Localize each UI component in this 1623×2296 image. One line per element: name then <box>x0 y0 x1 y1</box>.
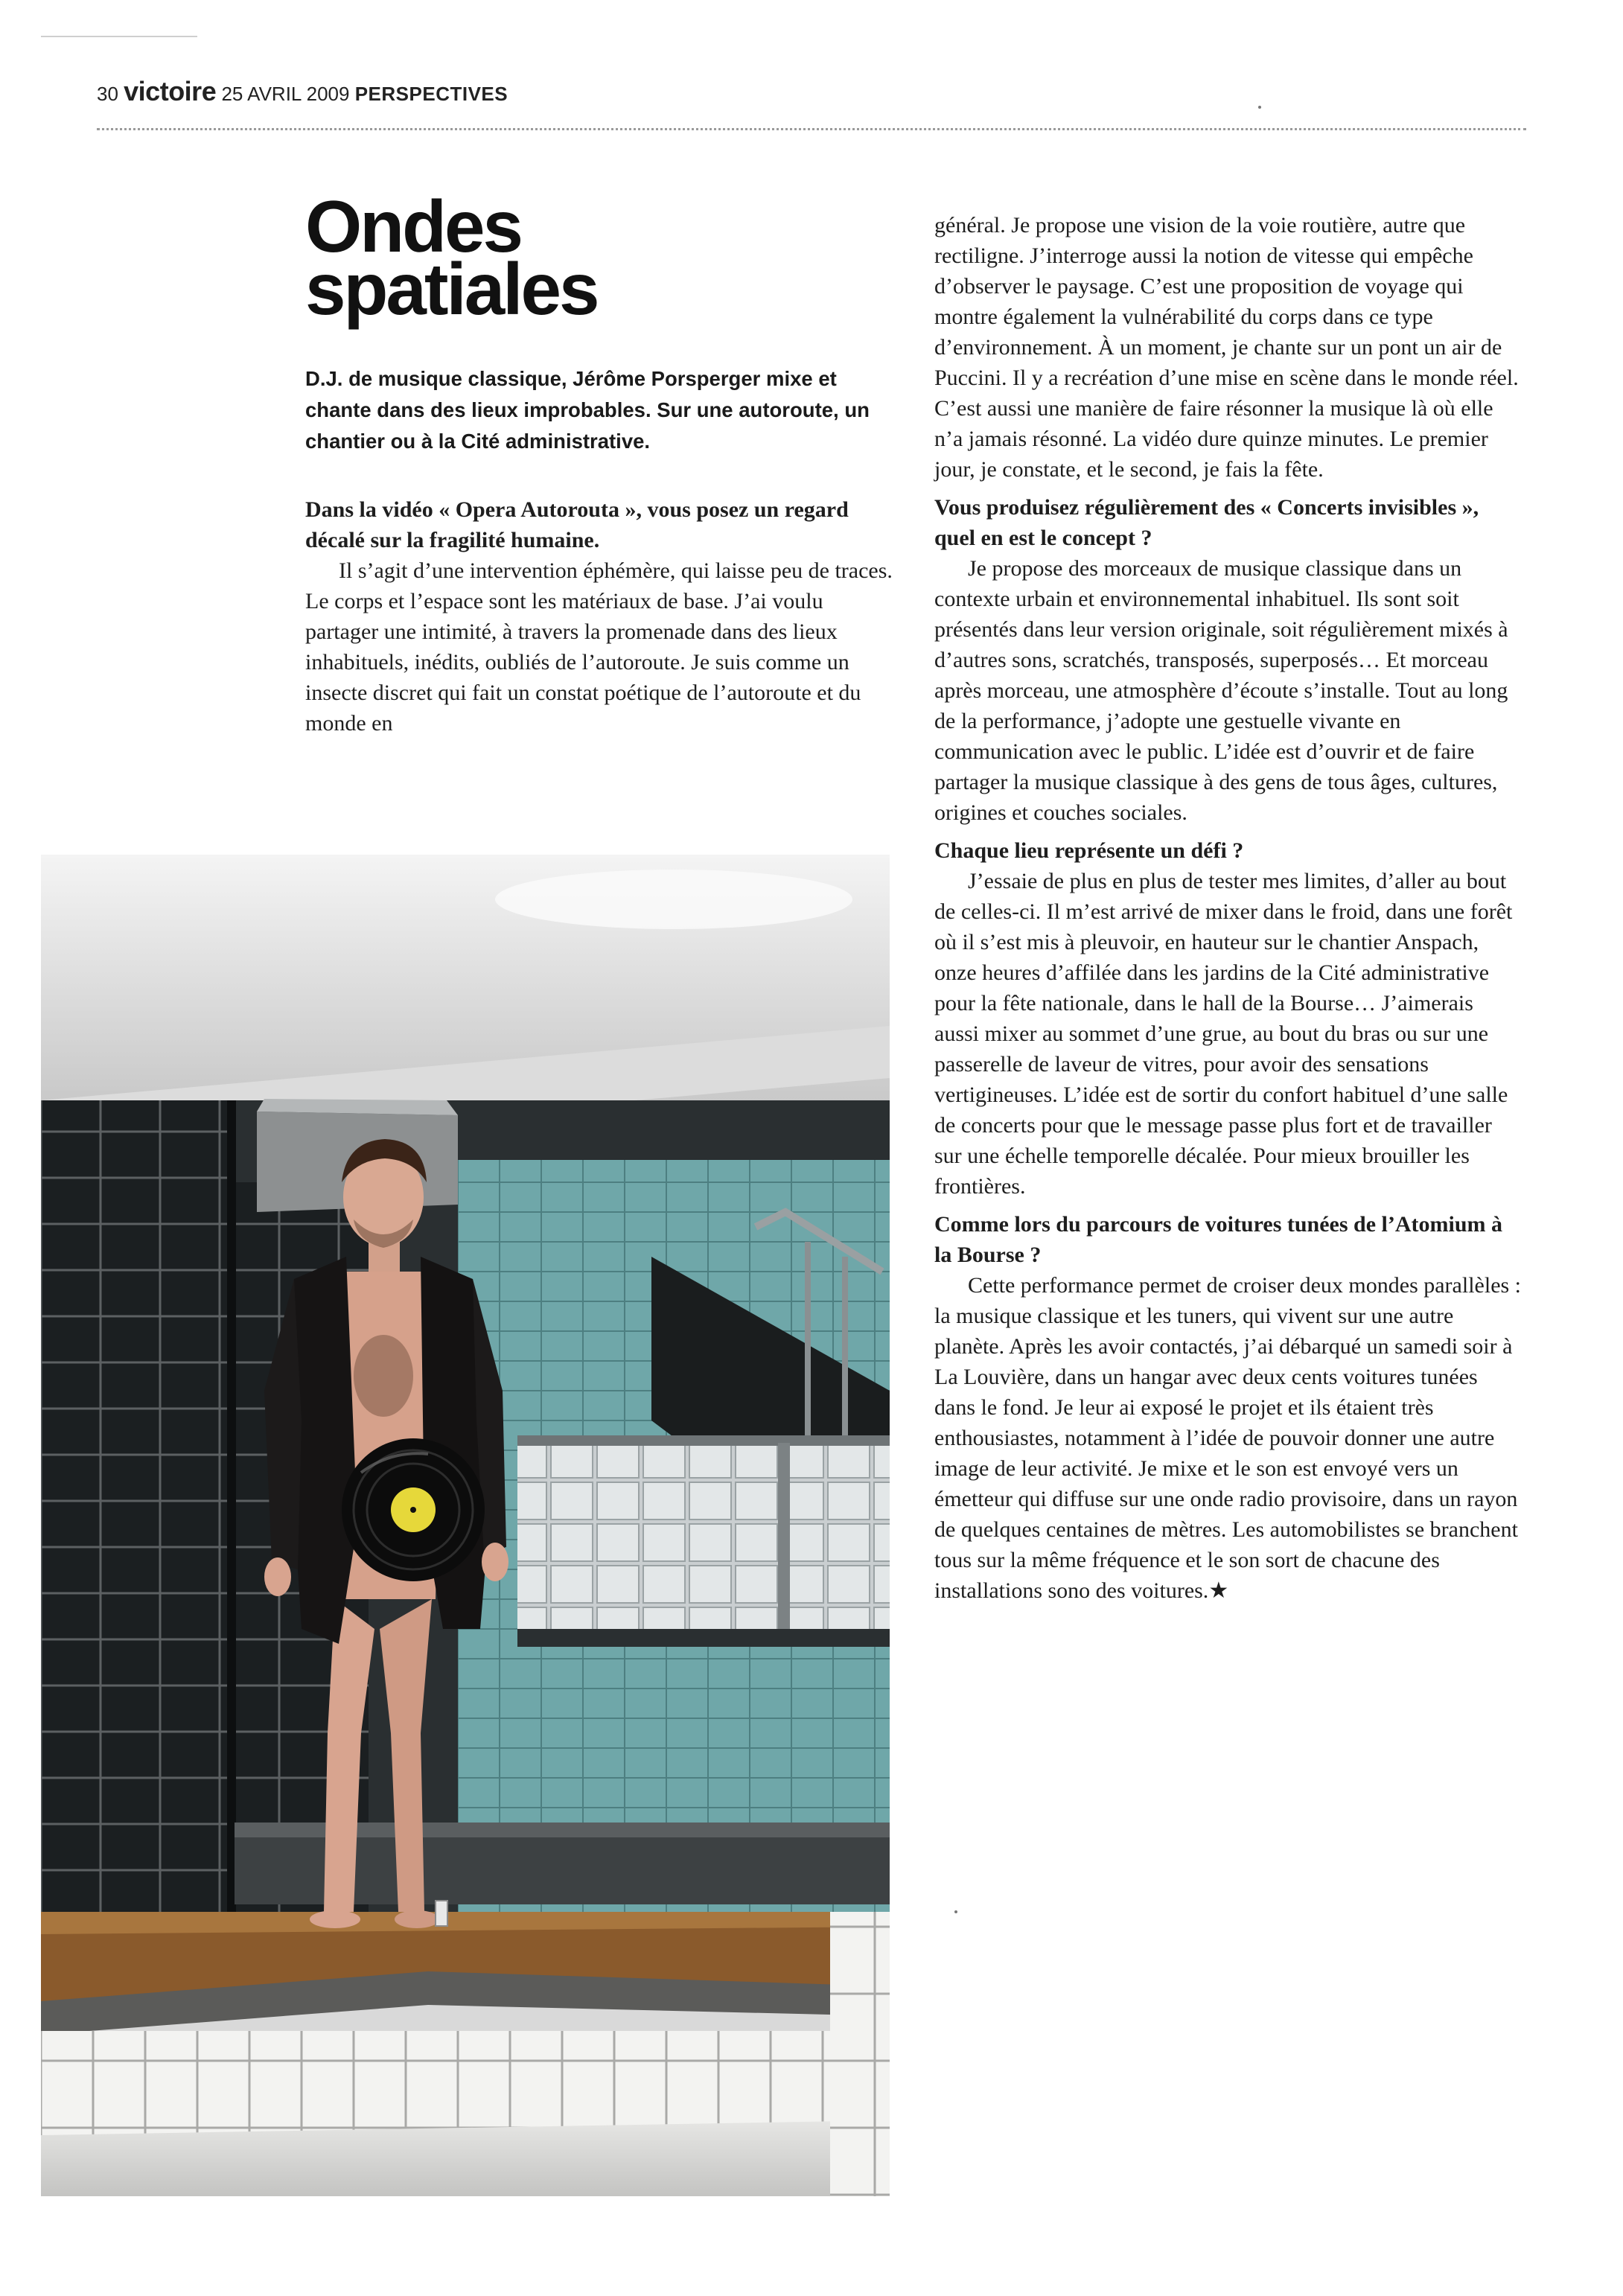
title-line-2: spatiales <box>305 248 598 331</box>
article-lead: D.J. de musique classique, Jérôme Porsperger mixe et chante dans des lieux improbables. Sur une autoroute, un chantier ou à la Cité administrative. <box>305 367 870 453</box>
question-2: Vous produisez régulièrement des « Concerts invisibles », quel en est le concept ? <box>934 495 1479 550</box>
section-name: PERSPECTIVES <box>354 83 508 105</box>
dark-tile-wall <box>41 1100 235 1919</box>
glass-block-window <box>517 1443 890 1629</box>
page-number: 30 <box>97 83 118 105</box>
print-speck <box>954 1910 957 1913</box>
answer-2: Je propose des morceaux de musique classique dans un contexte urbain et environnemental inhabituel. Ils sont soit présentés dans leur version originale, soit régulièrement mixés à d’autres sons, scratchés, transposés, superposés… Et morceau après morceau, une atmosphère d’écoute s’installe. Tout au long de la performance, j’adopte une gestuelle vivante en communication avec le public. L’idée est d’ouvrir et de faire partager la musique classique à des gens de tous âges, cultures, origines et couches sociales. <box>934 556 1508 825</box>
answer-3: J’essaie de plus en plus de tester mes limites, d’aller au bout de celles-ci. Il m’est arrivé de mixer dans le froid, dans une forêt où il s’est mis à pleuvoir, en hauteur sur le chantier Anspach, onze heures d’affilée dans les jardins de la Cité administrative pour la fête nationale, dans le hall de la Bourse… J’aimerais aussi mixer au sommet d’une grue, au bout du bras ou sur une passerelle de laveur de vitres, pour avoir des sensations vertigineuses. L’idée est de sortir du confort habituel d’une salle de concerts pour que le message passe plus fort et de travailler sur une échelle temporelle décalée. Pour mieux brouiller les frontières. <box>934 869 1513 1199</box>
question-1: Dans la vidéo « Opera Autorouta », vous posez un regard décalé sur la fragilité humaine. <box>305 497 849 552</box>
print-speck <box>1258 106 1261 109</box>
question-4: Comme lors du parcours de voitures tunées de l’Atomium à la Bourse ? <box>934 1212 1503 1267</box>
top-rule <box>41 36 197 37</box>
header-divider <box>97 128 1526 130</box>
magazine-name: victoire <box>124 76 217 106</box>
end-star-icon: ★ <box>1208 1578 1229 1603</box>
title-line-1: Ondes <box>305 185 521 267</box>
answer-4 <box>934 1270 1522 1606</box>
answer-1-continued: général. Je propose une vision de la voie routière, autre que rectiligne. J’interroge aussi la notion de vitesse qui empêche d’observer le paysage. C’est une proposition de voyage qui montre également la vulnérabilité du corps dans ce type d’environnement. À un moment, je chante sur un pont un air de Puccini. Il y a recréation d’une mise en scène dans le monde réel. C’est aussi une manière de faire résonner la musique là où elle n’a jamais résonné. La vidéo dure quinze minutes. Le premier jour, je constate, et le second, je fais la fête. <box>934 213 1519 482</box>
left-column <box>305 494 897 739</box>
issue-date: 25 AVRIL 2009 <box>221 83 350 105</box>
article-title <box>305 185 722 331</box>
vinyl-record <box>342 1438 485 1581</box>
article-photo <box>41 855 890 2196</box>
question-3: Chaque lieu représente un défi ? <box>934 838 1244 863</box>
answer-1: Il s’agit d’une intervention éphémère, qui laisse peu de traces. Le corps et l’espace sont les matériaux de base. J’ai voulu partager une intimité, à travers la promenade dans des lieux inhabituels, inédits, oubliés de l’autoroute. Je suis comme un insecte discret qui fait un constat poétique de l’autoroute et du monde en <box>305 558 893 736</box>
right-column <box>934 210 1522 1606</box>
page-header <box>97 76 508 106</box>
answer-4-text: Cette performance permet de croiser deux mondes parallèles : la musique classique et les tuners, qui vivent sur une autre planète. Après les avoir contactés, j’ai débarqué un samedi soir à La Louvière, dans un hangar avec deux cents voitures tunées dans le fond. Je leur ai exposé le projet et ils étaient très enthousiastes, notamment à l’idée de pouvoir donner une autre image de leur activité. Je mixe et le son est envoyé vers un émetteur qui diffuse sur une onde radio provisoire, dans un rayon de quelques centaines de mètres. Les automobilistes se branchent tous sur la même fréquence et le son sort de chacune des installations sono des voitures. <box>934 1273 1522 1603</box>
